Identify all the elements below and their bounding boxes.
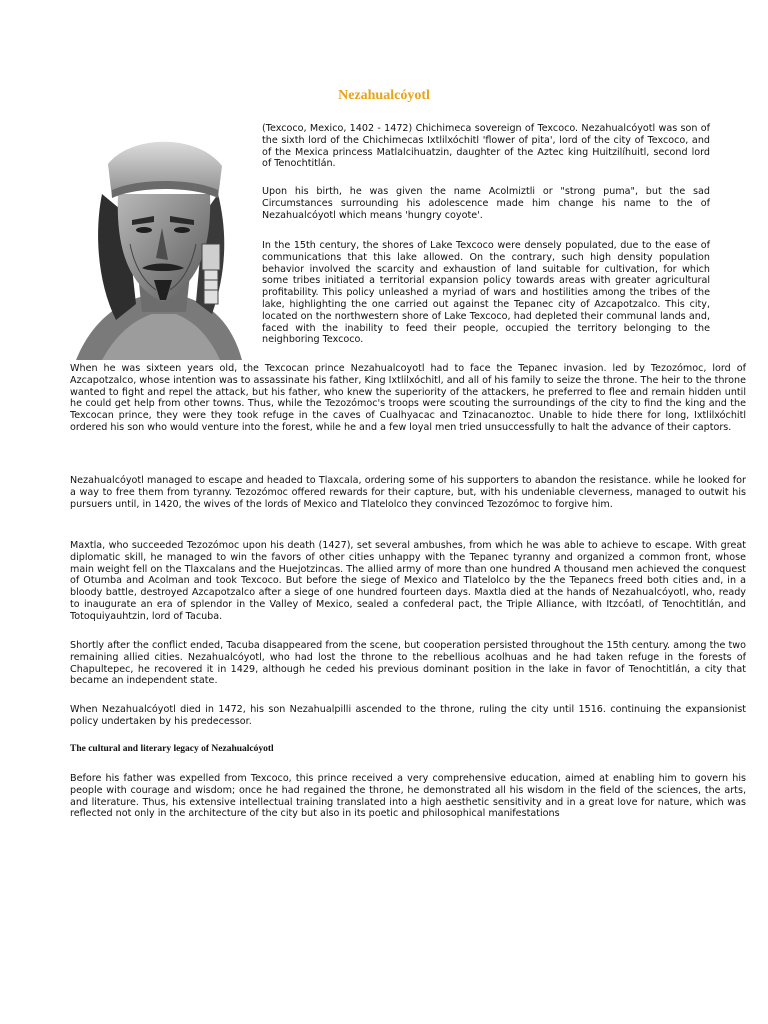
section-heading: The cultural and literary legacy of Nezahualcóyotl: [70, 744, 274, 754]
body-paragraph: Maxtla, who succeeded Tezozómoc upon his death (1427), set several ambushes, from which he was able to achieve to escape. With great diplomatic skill, he managed to win the favors of other cities unhappy with the Tepanec tyranny and organized a common front, whose main weight fell on the Tlaxcalans and the Huejotzincas. The allied army of more than one hundred A thousand men achieved the conquest of Otumba and Acolman and took Texcoco. But before the siege of Mexico and Tlatelolco by the the Tepanecs freed both cities and, in a bloody battle, destroyed Azcapotzalco after a siege of one hundred fourteen days. Maxtla died at the hands of Nezahualcóyotl, who, ready to inaugurate an era of splendor in the Valley of Mexico, sealed a confederal pact, the Triple Alliance, with Itzcóatl, of Tenochtitlán, and Totoquiyauhtzin, lord of Tacuba.: [70, 540, 746, 622]
article-title: Nezahualcóyotl: [338, 88, 430, 103]
intro-paragraph: Upon his birth, he was given the name Acolmiztli or "strong puma", but the sad Circumstances surrounding his adolescence made him change his name to the of Nezahualcóyotl which means 'hungry coyote'.: [262, 186, 710, 221]
body-paragraph: When he was sixteen years old, the Texcocan prince Nezahualcoyotl had to face the Tepanec invasion. led by Tezozómoc, lord of Azcapotzalco, whose intention was to assassinate his father, King Ixtlilxóchitl, and all of his family to seize the throne. The heir to the throne wanted to fight and repel the attack, but his father, who knew the superiority of the attackers, he preferred to flee and remain hidden until he could get help from other towns. Thus, while the Tezozómoc's troops were scouting the surroundings of the city to find the king and the Texcocan prince, they were they took refuge in the caves of Cualhyacac and Tzinacanoztoc. Unable to hide there for long, Ixtlilxóchitl ordered his son who would venture into the forest, while he and a few loyal men tried unsuccessfully to halt the advance of their captors.: [70, 363, 746, 433]
portrait-illustration: [72, 124, 248, 360]
body-paragraph: When Nezahualcóyotl died in 1472, his son Nezahualpilli ascended to the throne, ruling the city until 1516. continuing the expansionist policy undertaken by his predecessor.: [70, 704, 746, 727]
intro-paragraph: In the 15th century, the shores of Lake Texcoco were densely populated, due to the ease of communications that this lake allowed. On the contrary, such high density population behavior involved the scarcity and exhaustion of land suitable for cultivation, for which some tribes initiated a territorial expansion policy towards areas with greater agricultural profitability. This policy unleashed a myriad of wars and hostilities among the tribes of the lake, highlighting the one carried out against the Tepanec city of Azcapotzalco. This city, located on the northwestern shore of Lake Texcoco, had depleted their communal lands and, faced with the inability to feed their people, occupied the territory belonging to the neighboring Texcoco.: [262, 240, 710, 346]
body-paragraph: Shortly after the conflict ended, Tacuba disappeared from the scene, but cooperation persisted throughout the 15th century. among the two remaining allied cities. Nezahualcóyotl, who had lost the throne to the rebellious acolhuas and he had taken refuge in the forests of Chapultepec, he recovered it in 1429, although he ceded his previous dominant position in the lake in favor of Tenochtitlán, a city that became an independent state.: [70, 640, 746, 687]
intro-paragraph: (Texcoco, Mexico, 1402 - 1472) Chichimeca sovereign of Texcoco. Nezahualcóyotl was son of the sixth lord of the Chichimecas Ixtlilxóchitl 'flower of pita', lord of the city of Texcoco, and of the Mexica princess Matlalcihuatzin, daughter of the Aztec king Huitzilíhuitl, second lord of Tenochtitlán.: [262, 123, 710, 170]
body-paragraph: Nezahualcóyotl managed to escape and headed to Tlaxcala, ordering some of his supporters to abandon the resistance. while he looked for a way to free them from tyranny. Tezozómoc offered rewards for their capture, but, with his undeniable cleverness, managed to outwit his pursuers until, in 1420, the wives of the lords of Mexico and Tlatelolco they convinced Tezozómoc to forgive him.: [70, 475, 746, 510]
legacy-paragraph: Before his father was expelled from Texcoco, this prince received a very comprehensive education, aimed at enabling him to govern his people with courage and wisdom; once he had regained the throne, he demonstrated all his wisdom in the field of the sciences, the arts, and literature. Thus, his extensive intellectual training translated into a high aesthetic sensitivity and in a great love for nature, which was reflected not only in the architecture of the city but also in its poetic and philosophical manifestations: [70, 773, 746, 820]
